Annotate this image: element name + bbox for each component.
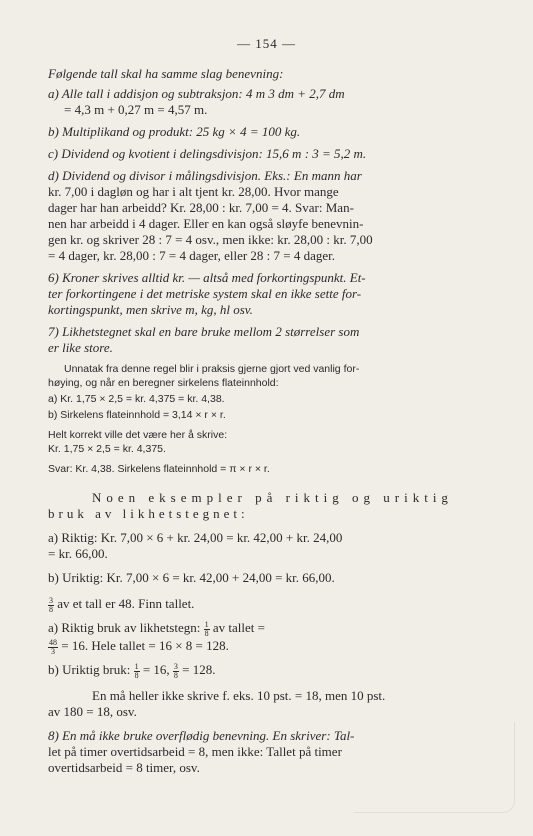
example-line: a) Riktig bruk av likhetstegn: $\frac{1}{8}$ av tallet = <box>48 620 265 638</box>
example-line: $\frac{3}{8}$ av et tall er 48. Finn tallet. <box>49 596 195 614</box>
fraction: $\frac{3}{8}$ <box>49 596 53 614</box>
text-line: c) Dividend og kvotient i delingsdivisjon: 15,6 m : 3 = 5,2 m. <box>48 146 367 161</box>
subheading: bruk av likhetstegnet: <box>48 506 249 521</box>
text-line: En må heller ikke skrive f. eks. 10 pst. = 18, men 10 pst. <box>92 688 386 703</box>
text-line: b) Multiplikand og produkt: 25 kg × 4 = 100 kg. <box>48 124 301 139</box>
small-text-line: Helt korrekt ville det være her å skrive: <box>48 429 228 441</box>
text-line: 7) Likhetstegnet skal en bare bruke mellom 2 størrelser som <box>48 324 360 339</box>
text-line: kr. 7,00 i dagløn og har i alt tjent kr. 28,00. Hvor mange <box>48 184 339 199</box>
page-number: — 154 — <box>237 36 296 51</box>
text-line: = 4 dager, kr. 28,00 : 7 = 4 dager, eller 28 : 7 = 4 dager. <box>48 248 336 263</box>
text-line: kortingspunkt, men skrive m, kg, hl osv. <box>48 302 253 317</box>
text-line: ter forkortingene i det metriske system skal en ikke sette for- <box>48 286 362 301</box>
text-line: nen har arbeidd i 4 dager. Eller en kan også sløyfe benevnin- <box>48 216 364 231</box>
text-line: 6) Kroner skrives alltid kr. — altså med forkortingspunkt. Et- <box>48 270 366 285</box>
text-line: overtidsarbeid = 8 timer, osv. <box>48 760 200 775</box>
text-line: d) Dividend og divisor i målingsdivisjon. Eks.: En mann har <box>48 168 362 183</box>
subheading: Noen eksempler på riktig og uriktig <box>92 490 453 505</box>
example-line: b) Uriktig bruk: $\frac{1}{8}$ = 16, $\frac{3}{8}$ = 128. <box>48 662 216 680</box>
example-line: a) Riktig: Kr. 7,00 × 6 + kr. 24,00 = kr. 42,00 + kr. 24,00 <box>48 530 343 545</box>
text-line: 8) En må ikke bruke overflødig benevning. En skriver: Tal- <box>48 728 355 743</box>
text-line: = 4,3 m + 0,27 m = 4,57 m. <box>64 102 208 117</box>
fraction: $\frac{1}{8}$ <box>134 662 139 680</box>
fraction: $\frac{48}{3}$ <box>49 638 57 656</box>
text-line: let på timer overtidsarbeid = 8, men ikke: Tallet på timer <box>48 744 342 759</box>
paper-mark <box>354 722 515 813</box>
text-line: er like store. <box>48 340 113 355</box>
text-line: av 180 = 18, osv. <box>48 704 137 719</box>
text-line: a) Alle tall i addisjon og subtraksjon: 4 m 3 dm + 2,7 dm <box>48 86 345 101</box>
small-text-line: Unnatak fra denne regel blir i praksis gjerne gjort ved vanlig for- <box>64 363 360 375</box>
small-text-line: Svar: Kr. 4,38. Sirkelens flateinnhold = π × r × r. <box>48 463 270 475</box>
small-text-line: b) Sirkelens flateinnhold = 3,14 × r × r. <box>48 409 226 421</box>
example-line: $\frac{48}{3}$ = 16. Hele tallet = 16 × 8 = 128. <box>49 638 229 656</box>
example-line: = kr. 66,00. <box>48 546 108 561</box>
small-text-line: Kr. 1,75 × 2,5 = kr. 4,375. <box>48 443 166 455</box>
fraction: $\frac{1}{8}$ <box>204 620 209 638</box>
small-text-line: høying, og når en beregner sirkelens flateinnhold: <box>48 377 279 389</box>
example-line: b) Uriktig: Kr. 7,00 × 6 = kr. 42,00 + 24,00 = kr. 66,00. <box>48 570 335 585</box>
text-line: gen kr. og skriver 28 : 7 = 4 osv., men ikke: kr. 28,00 : kr. 7,00 <box>48 232 373 247</box>
text-line: dager har han arbeidd? Kr. 28,00 : kr. 7,00 = 4. Svar: Man- <box>48 200 354 215</box>
section-heading: Følgende tall skal ha samme slag benevning: <box>48 66 284 81</box>
fraction: $\frac{3}{8}$ <box>173 662 178 680</box>
small-text-line: a) Kr. 1,75 × 2,5 = kr. 4,375 = kr. 4,38. <box>48 393 225 405</box>
